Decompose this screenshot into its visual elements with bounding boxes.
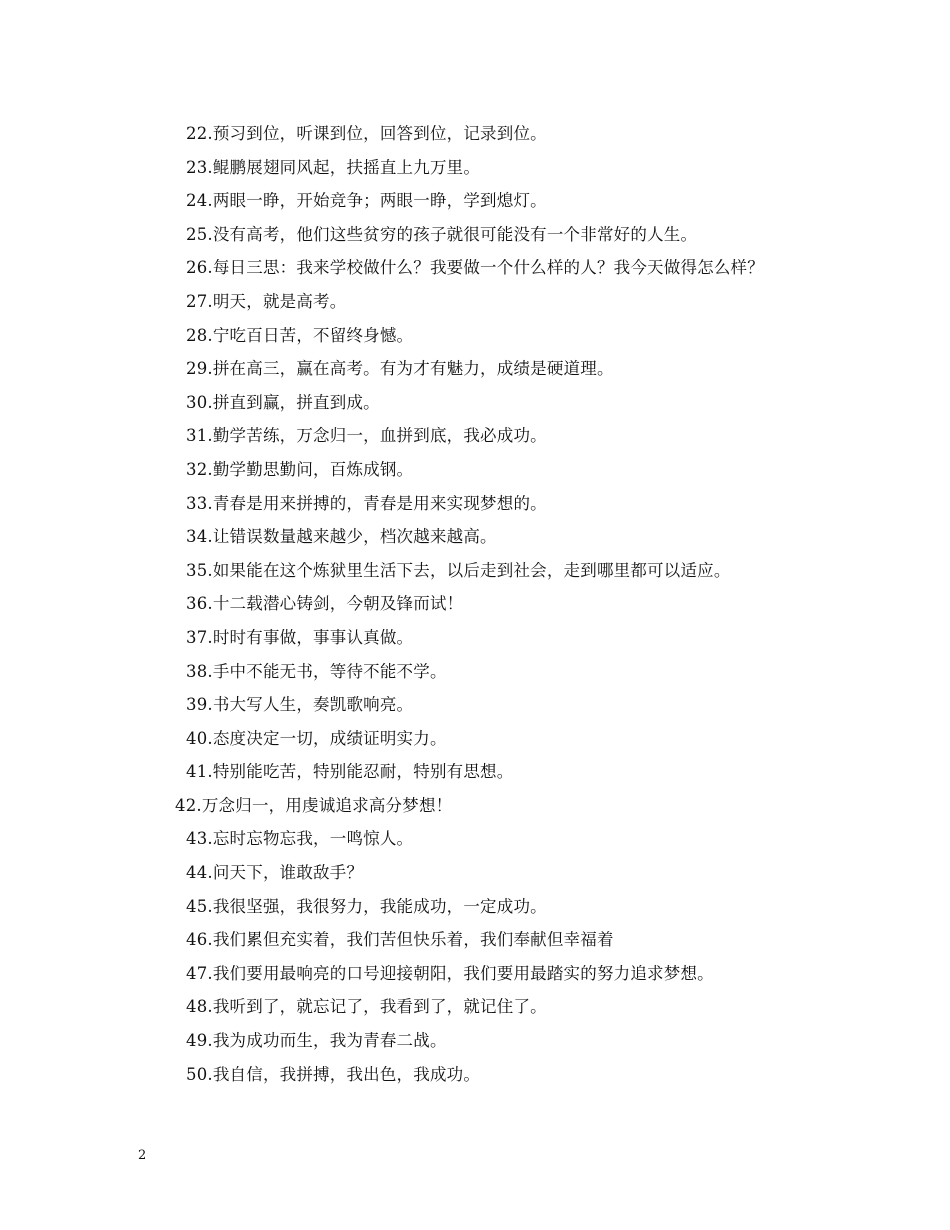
- list-item: 40.态度决定一切，成绩证明实力。: [186, 728, 447, 748]
- list-item: 28.宁吃百日苦，不留终身憾。: [186, 325, 414, 345]
- list-item: 36.十二载潜心铸剑，今朝及锋而试！: [186, 594, 464, 614]
- slogan-list: [175, 117, 886, 1091]
- page-number: 2: [138, 1148, 147, 1163]
- list-item: 42.万念归一，用虔诚追求高分梦想！: [175, 795, 453, 815]
- list-item: 24.两眼一睁，开始竞争；两眼一睁，学到熄灯。: [186, 191, 547, 211]
- list-item: 32.勤学勤思勤问，百炼成钢。: [186, 459, 414, 479]
- list-item: 37.时时有事做，事事认真做。: [186, 627, 414, 647]
- list-item: 30.拼直到赢，拼直到成。: [186, 392, 380, 412]
- list-item: 38.手中不能无书，等待不能不学。: [186, 661, 447, 681]
- list-item: 39.书大写人生，奏凯歌响亮。: [186, 695, 414, 715]
- list-item: 43.忘时忘物忘我，一鸣惊人。: [186, 829, 414, 849]
- list-item: 46.我们累但充实着，我们苦但快乐着，我们奉献但幸福着: [186, 930, 614, 950]
- list-item: 34.让错误数量越来越少，档次越来越高。: [186, 527, 497, 547]
- list-item: 29.拼在高三，赢在高考。有为才有魅力，成绩是硬道理。: [186, 359, 614, 379]
- list-item: 44.问天下，谁敢敌手？: [186, 863, 364, 883]
- list-item: 27.明天，就是高考。: [186, 291, 347, 311]
- list-item: 25.没有高考，他们这些贫穷的孩子就很可能没有一个非常好的人生。: [186, 224, 698, 244]
- list-item: 48.我听到了，就忘记了，我看到了，就记住了。: [186, 997, 547, 1017]
- list-item: 41.特别能吃苦，特别能忍耐，特别有思想。: [186, 762, 514, 782]
- list-item: 23.鲲鹏展翅同风起，扶摇直上九万里。: [186, 157, 481, 177]
- list-item: 45.我很坚强，我很努力，我能成功，一定成功。: [186, 896, 547, 916]
- list-item: 31.勤学苦练，万念归一，血拼到底，我必成功。: [186, 426, 547, 446]
- list-item: 47.我们要用最响亮的口号迎接朝阳，我们要用最踏实的努力追求梦想。: [186, 963, 714, 983]
- list-item: 49.我为成功而生，我为青春二战。: [186, 1031, 447, 1051]
- list-item: 26.每日三思：我来学校做什么？我要做一个什么样的人？我今天做得怎么样？: [186, 258, 764, 278]
- list-item: 33.青春是用来拼搏的，青春是用来实现梦想的。: [186, 493, 547, 513]
- list-item: 22.预习到位，听课到位，回答到位，记录到位。: [186, 124, 547, 143]
- list-item: 35.如果能在这个炼狱里生活下去，以后走到社会，走到哪里都可以适应。: [186, 560, 731, 580]
- list-item: 50.我自信，我拼搏，我出色，我成功。: [186, 1064, 481, 1084]
